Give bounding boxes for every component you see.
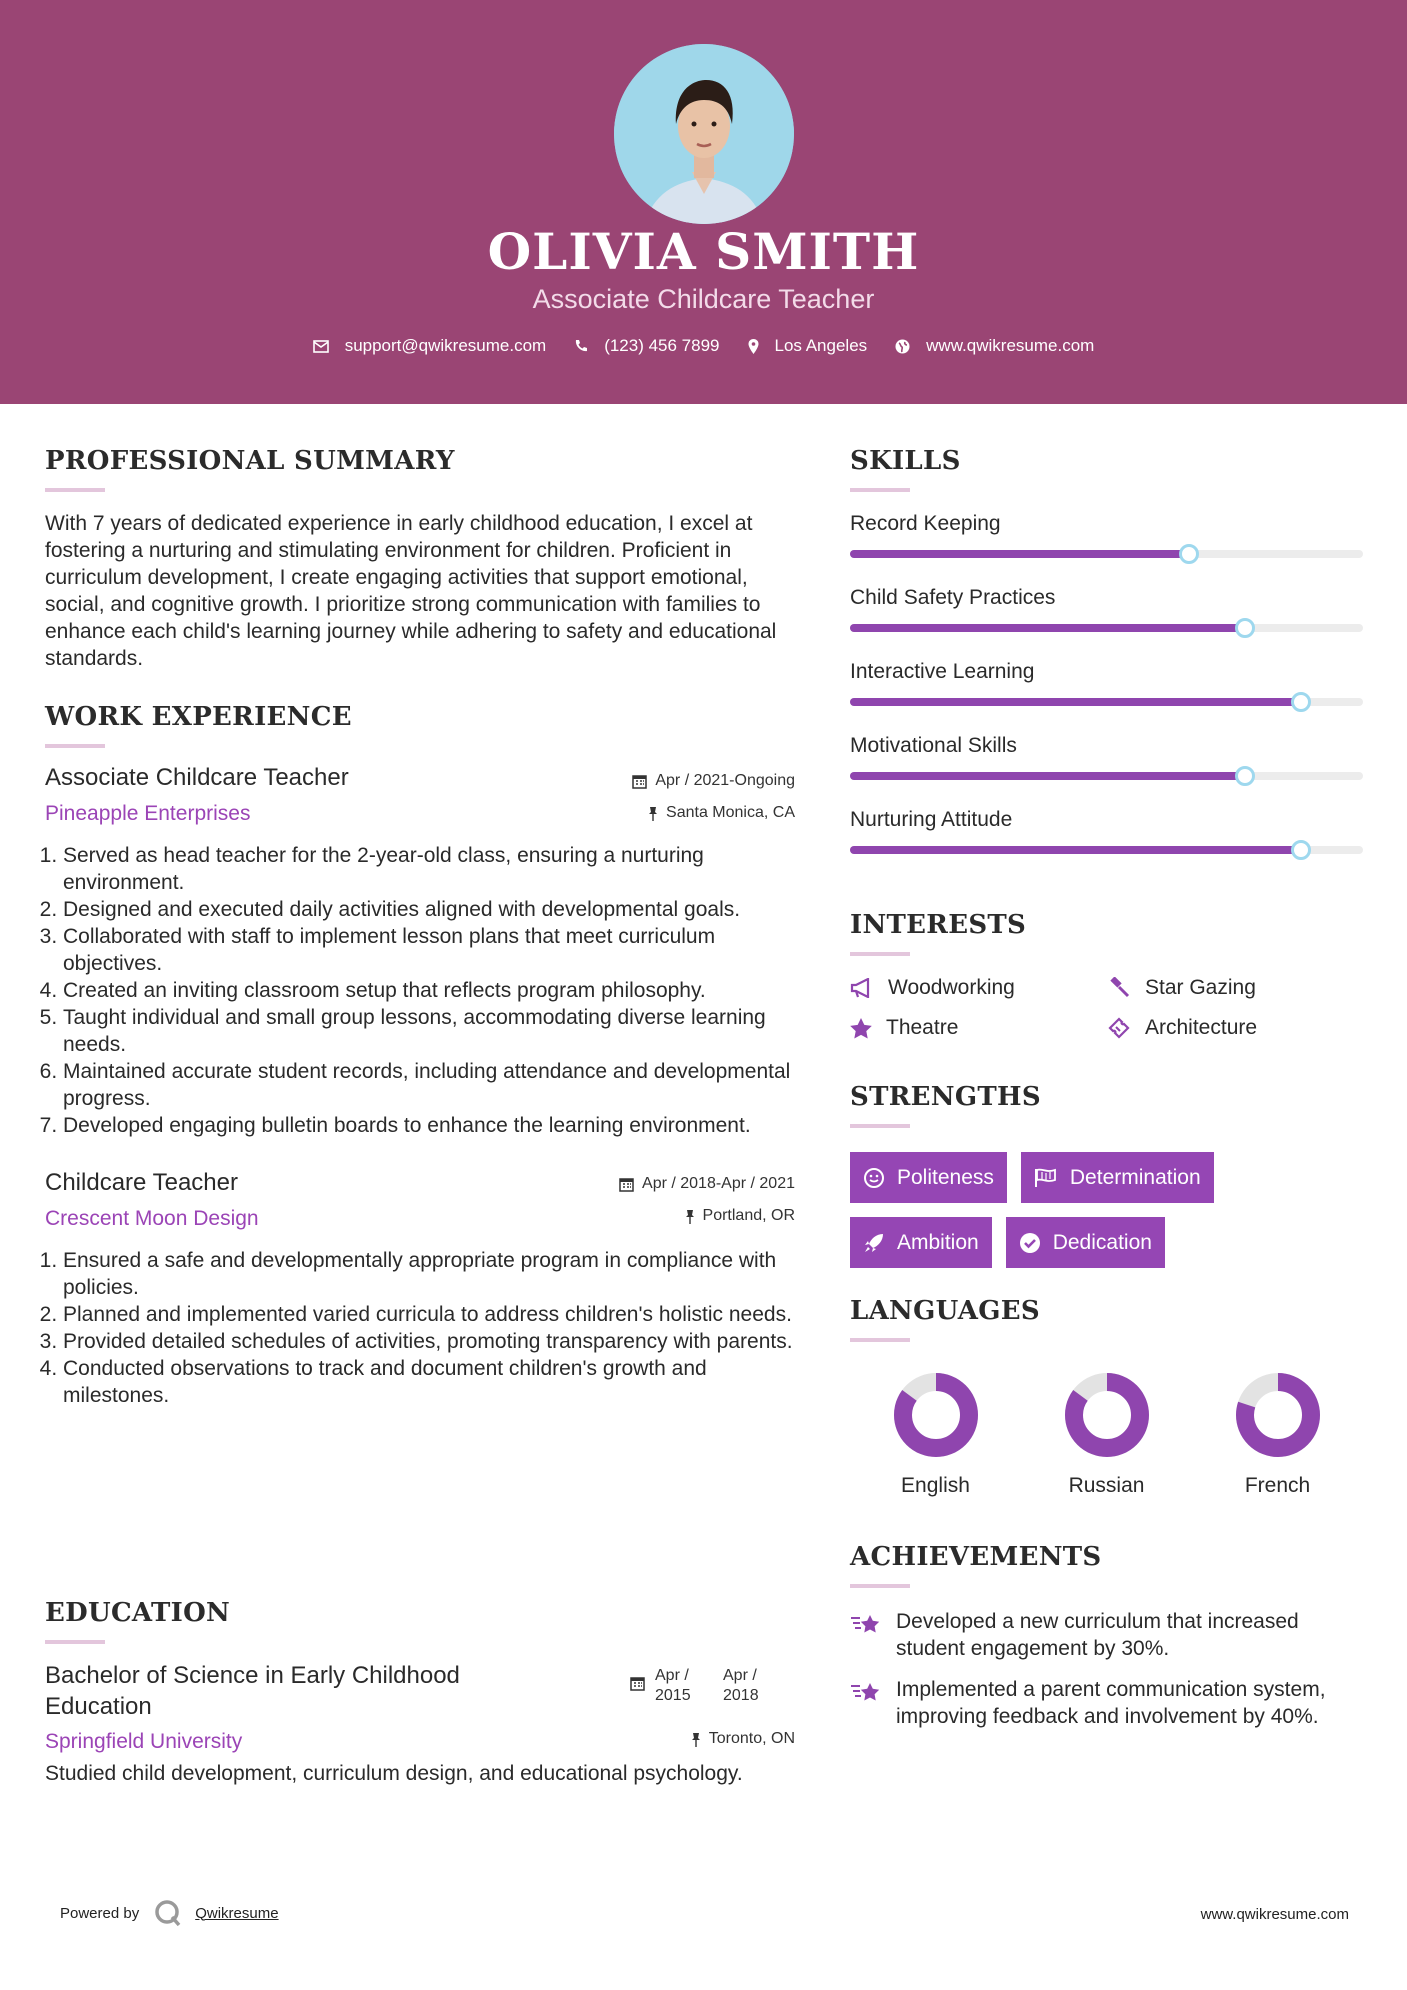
job-dates <box>619 1175 795 1193</box>
contact-email[interactable] <box>313 336 547 356</box>
school-name: Springfield University <box>45 1730 243 1753</box>
interests-heading: INTERESTS <box>850 910 1027 940</box>
skill-level-fill <box>850 846 1301 854</box>
job-location <box>648 804 795 822</box>
language-level-ring <box>893 1372 979 1458</box>
interest-item <box>1107 1016 1364 1040</box>
education-dates <box>630 1666 795 1706</box>
shooting-star-icon <box>850 1612 884 1638</box>
strength-badge <box>850 1152 1007 1203</box>
language-item <box>850 1372 1021 1498</box>
globe-icon <box>895 339 910 354</box>
strength-label: Dedication <box>1052 1230 1152 1254</box>
strength-badge <box>850 1217 992 1268</box>
job-title: Childcare Teacher <box>45 1169 238 1196</box>
gavel-icon <box>1107 977 1131 999</box>
summary-text: With 7 years of dedicated experience in early childhood education, I excel at fostering a nurturing and stimulating environment for children. Proficient in curriculum development, I create engaging activities that support emotional, social, and cognitive growth. I prioritize strong communication with families to enhance each child's learning journey while adhering to safety and educational standards. <box>45 512 777 670</box>
skill-name: Child Safety Practices <box>850 586 1056 609</box>
duty-item: 4. Created an inviting classroom setup that reflects program philosophy. <box>63 977 795 1004</box>
interest-label: Woodworking <box>888 976 1015 999</box>
experience-heading: WORK EXPERIENCE <box>45 702 352 732</box>
portrait-illustration <box>614 44 794 224</box>
achievement-item <box>850 1676 1365 1730</box>
skill-level-knob <box>1179 544 1199 564</box>
job-location-text: Santa Monica, CA <box>666 804 795 821</box>
experience-section <box>45 702 795 1409</box>
skill-item <box>850 512 1365 558</box>
skill-level-fill <box>850 624 1245 632</box>
strength-label: Politeness <box>897 1165 994 1189</box>
job-dates-text: Apr / 2018-Apr / 2021 <box>642 1175 795 1192</box>
calendar-icon <box>619 1177 634 1192</box>
contact-location <box>748 336 868 356</box>
interests-grid <box>850 976 1365 1040</box>
contact-phone-text: (123) 456 7899 <box>604 336 720 355</box>
strength-badge <box>1021 1152 1214 1203</box>
language-label: French <box>1244 1474 1311 1497</box>
skill-track <box>850 772 1363 780</box>
languages-heading: LANGUAGES <box>850 1296 1040 1326</box>
education-location <box>691 1730 795 1748</box>
duty-item: 5. Taught individual and small group lessons, accommodating diverse learning needs. <box>63 1004 795 1058</box>
candidate-role: Associate Childcare Teacher <box>532 284 875 314</box>
smile-icon <box>863 1167 885 1189</box>
footer-credit <box>60 1898 279 1928</box>
education-section <box>45 1598 795 1787</box>
section-rule <box>850 488 910 492</box>
language-label: English <box>901 1474 970 1497</box>
pushpin-icon <box>648 806 658 821</box>
contact-website[interactable] <box>895 336 1094 356</box>
contact-location-text: Los Angeles <box>774 336 868 355</box>
skill-track <box>850 624 1363 632</box>
calendar-icon <box>630 1676 645 1691</box>
job-dates <box>632 772 795 790</box>
skill-level-knob <box>1291 840 1311 860</box>
contact-bar <box>0 336 1407 356</box>
footer-url[interactable]: www.qwikresume.com <box>1200 1906 1349 1923</box>
interest-item <box>850 976 1107 1000</box>
skill-track <box>850 550 1363 558</box>
job-dates-text: Apr / 2021-Ongoing <box>655 772 795 789</box>
duty-item: 3. Provided detailed schedules of activities, promoting transparency with parents. <box>63 1328 795 1355</box>
contact-phone[interactable] <box>574 336 719 356</box>
skill-item <box>850 808 1365 854</box>
interest-item <box>850 1016 1107 1040</box>
section-rule <box>850 1584 910 1588</box>
interest-item <box>1107 976 1364 1000</box>
language-item <box>1192 1372 1363 1498</box>
brand-link[interactable]: Qwikresume <box>195 1904 279 1922</box>
achievements-heading: ACHIEVEMENTS <box>850 1542 1102 1572</box>
skill-name: Nurturing Attitude <box>850 808 1013 831</box>
skill-track <box>850 846 1363 854</box>
resume-header <box>0 0 1407 404</box>
interest-label: Architecture <box>1145 1016 1258 1039</box>
skill-item <box>850 586 1365 632</box>
powered-by-text: Powered by <box>60 1904 140 1922</box>
location-pin-icon <box>748 339 759 354</box>
job-location-text: Portland, OR <box>702 1207 795 1224</box>
section-rule <box>45 744 105 748</box>
strength-label: Ambition <box>897 1230 979 1254</box>
duty-list <box>45 1247 795 1409</box>
contact-email-text: support@qwikresume.com <box>344 336 547 355</box>
duty-item: 6. Maintained accurate student records, including attendance and developmental progress. <box>63 1058 795 1112</box>
shooting-star-icon <box>850 1680 884 1706</box>
skill-level-knob <box>1291 692 1311 712</box>
company-name: Crescent Moon Design <box>45 1207 259 1230</box>
education-location-text: Toronto, ON <box>708 1730 795 1747</box>
duty-item: 1. Served as head teacher for the 2-year-old class, ensuring a nurturing environment. <box>63 842 795 896</box>
skill-level-fill <box>850 772 1245 780</box>
megaphone-icon <box>850 978 874 998</box>
degree-title: Bachelor of Science in Early Childhood Education <box>45 1662 460 1720</box>
section-rule <box>850 952 910 956</box>
language-label: Russian <box>1068 1474 1145 1497</box>
strengths-row <box>850 1152 1365 1203</box>
section-rule <box>850 1338 910 1342</box>
contact-website-text: www.qwikresume.com <box>926 336 1095 355</box>
summary-heading: PROFESSIONAL SUMMARY <box>45 446 455 476</box>
strength-label: Determination <box>1069 1165 1201 1189</box>
section-rule <box>45 1640 105 1644</box>
interest-label: Star Gazing <box>1145 976 1256 999</box>
achievement-text: Developed a new curriculum that increased student engagement by 30%. <box>896 1610 1299 1660</box>
pushpin-icon <box>685 1209 695 1224</box>
envelope-icon <box>313 340 329 353</box>
duty-item: 2. Planned and implemented varied curricula to address children's holistic needs. <box>63 1301 795 1328</box>
language-level-ring <box>1064 1372 1150 1458</box>
interest-label: Theatre <box>886 1016 959 1039</box>
education-end-date: Apr / 2018 <box>723 1667 759 1704</box>
language-level-ring <box>1235 1372 1321 1458</box>
skills-heading: SKILLS <box>850 446 961 476</box>
check-circle-icon <box>1019 1232 1041 1254</box>
achievement-item <box>850 1608 1365 1662</box>
education-heading: EDUCATION <box>45 1598 231 1628</box>
skill-track <box>850 698 1363 706</box>
flag-icon <box>1034 1168 1058 1188</box>
skill-name: Motivational Skills <box>850 734 1017 757</box>
company-name: Pineapple Enterprises <box>45 802 251 825</box>
duty-item: 3. Collaborated with staff to implement lesson plans that meet curriculum objectives. <box>63 923 795 977</box>
candidate-name: OLIVIA SMITH <box>487 222 920 281</box>
education-description: Studied child development, curriculum design, and educational psychology. <box>45 1762 743 1785</box>
strengths-row <box>850 1217 1365 1268</box>
job-title: Associate Childcare Teacher <box>45 764 349 791</box>
achievements-section <box>850 1542 1365 1730</box>
skill-level-fill <box>850 550 1189 558</box>
skills-section <box>850 446 1365 854</box>
skill-item <box>850 734 1365 780</box>
education-start-date: Apr / 2015 <box>655 1667 691 1704</box>
summary-section <box>45 446 795 672</box>
skill-name: Interactive Learning <box>850 660 1035 683</box>
strengths-section <box>850 1082 1365 1282</box>
languages-section <box>850 1296 1365 1498</box>
skills-list <box>850 512 1365 854</box>
phone-icon <box>574 339 588 353</box>
pushpin-icon <box>691 1732 701 1747</box>
rocket-icon <box>863 1232 885 1254</box>
calendar-icon <box>632 774 647 789</box>
education-entry <box>45 1660 795 1787</box>
ticket-icon <box>1107 1017 1131 1039</box>
duty-item: 4. Conducted observations to track and document children's growth and milestones. <box>63 1355 795 1409</box>
star-icon <box>850 1018 872 1039</box>
language-item <box>1021 1372 1192 1498</box>
job-entry <box>45 764 795 1139</box>
skill-name: Record Keeping <box>850 512 1001 535</box>
profile-photo <box>614 44 794 224</box>
job-entry <box>45 1169 795 1409</box>
duty-list <box>45 842 795 1139</box>
achievements-list <box>850 1608 1365 1730</box>
strengths-list <box>850 1152 1365 1268</box>
interests-section <box>850 910 1365 1040</box>
skill-level-fill <box>850 698 1301 706</box>
qwikresume-logo-icon <box>153 1898 183 1928</box>
section-rule <box>850 1124 910 1128</box>
duty-item: 7. Developed engaging bulletin boards to enhance the learning environment. <box>63 1112 795 1139</box>
section-rule <box>45 488 105 492</box>
skill-item <box>850 660 1365 706</box>
achievement-text: Implemented a parent communication system, improving feedback and involvement by 40%. <box>896 1678 1326 1728</box>
strengths-heading: STRENGTHS <box>850 1082 1041 1112</box>
job-location <box>685 1207 795 1225</box>
skill-level-knob <box>1235 766 1255 786</box>
duty-item: 1. Ensured a safe and developmentally appropriate program in compliance with policies. <box>63 1247 795 1301</box>
duty-item: 2. Designed and executed daily activities aligned with developmental goals. <box>63 896 795 923</box>
skill-level-knob <box>1235 618 1255 638</box>
languages-list <box>850 1372 1365 1498</box>
strength-badge <box>1006 1217 1165 1268</box>
